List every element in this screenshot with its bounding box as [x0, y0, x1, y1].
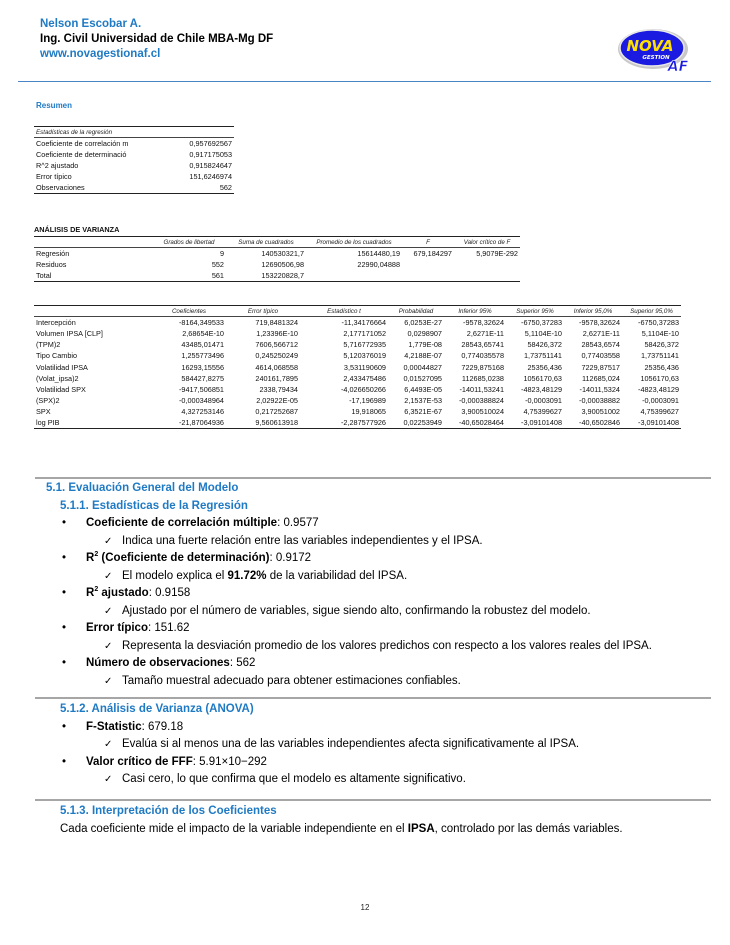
table-cell: -0,000348964 — [178, 396, 224, 406]
table-cell — [454, 270, 520, 281]
table-cell — [454, 259, 520, 270]
column-header: F — [402, 237, 454, 248]
table-cell: 28543,6574 — [581, 340, 620, 350]
table-cell: 1,779E-08 — [408, 340, 442, 350]
table-cell — [402, 259, 454, 270]
table-cell: -0,00038882 — [579, 396, 620, 406]
table-cell: -21,87064936 — [152, 417, 226, 428]
table-cell: 2,6271E-11 — [582, 328, 620, 338]
table-cell: 22990,04888 — [357, 259, 400, 269]
table-cell: 0,02253949 — [388, 417, 444, 428]
table-cell: -11,34176664 — [341, 318, 386, 328]
table-cell: 6,3521E-67 — [404, 407, 442, 417]
column-header — [34, 306, 152, 317]
coefficients-table — [34, 305, 681, 429]
row-label: Volatilidad SPX — [36, 384, 86, 394]
column-header: Probabilidad — [388, 306, 444, 317]
table-cell: 1056170,63 — [523, 373, 562, 383]
row-label: Total — [34, 270, 152, 281]
table-cell: 719,8481324 — [255, 318, 298, 328]
table-cell: 5,9079E-292 — [476, 249, 518, 259]
table-cell: 4,327253146 — [181, 407, 224, 417]
table-cell: -40,65028464 — [444, 417, 506, 428]
list-subitem: ✓ Representa la desviación promedio de los valores predichos con respecto a los valores reales del IPSA. — [46, 638, 652, 656]
table-cell: 1,73751141 — [640, 351, 679, 361]
row-label: Residuos — [36, 259, 67, 269]
table-cell: 153220828,7 — [226, 270, 306, 281]
table-cell: 112685,024 — [581, 373, 620, 383]
resumen-title: Resumen — [36, 101, 73, 110]
table-cell: -9578,32624 — [463, 318, 504, 328]
table-cell: 3,90051002 — [581, 407, 620, 417]
table-cell: -4823,48129 — [638, 384, 679, 394]
row-label: log PIB — [34, 417, 152, 428]
table-row — [34, 406, 681, 417]
list-subitem: ✓ El modelo explica el 91.72% de la variabilidad del IPSA. — [46, 568, 652, 586]
table-cell: 1,23396E-10 — [256, 328, 298, 338]
table-cell: -4823,48129 — [521, 384, 562, 394]
table-cell — [402, 270, 454, 281]
author-name: Nelson Escobar A. — [40, 18, 142, 30]
list-subitem: ✓ Tamaño muestral adecuado para obtener estimaciones confiables. — [46, 673, 652, 691]
table-cell: 4614,068558 — [255, 362, 298, 372]
table-cell: 15614480,19 — [357, 249, 400, 259]
table-cell: 25356,436 — [644, 362, 679, 372]
list-item: • Error típico: 151.62 — [46, 620, 652, 638]
table-cell: 1,73751141 — [523, 351, 562, 361]
table-row: Coeficiente de correlación m 0,957692567 — [36, 139, 232, 149]
table-cell — [306, 270, 402, 281]
table-cell: 9 — [219, 249, 224, 259]
table-row — [34, 361, 681, 372]
table-row — [34, 328, 681, 339]
header-divider — [18, 81, 711, 82]
table-cell: -4,026650266 — [340, 384, 386, 394]
column-header: Error típico — [226, 306, 300, 317]
regression-stats-table — [34, 126, 234, 194]
row-label: Intercepción — [36, 318, 76, 328]
table-cell: 2338,79434 — [259, 384, 298, 394]
list-subitem: ✓ Casi cero, lo que confirma que el modelo es altamente significativo. — [46, 771, 579, 789]
row-label: Volatilidad IPSA — [36, 362, 88, 372]
section-5-1-3 — [46, 803, 623, 838]
section-5-1-1-title: 5.1.1. Estadísticas de la Regresión — [60, 499, 248, 512]
anova-table — [34, 236, 520, 282]
list-subitem: ✓ Ajustado por el número de variables, sigue siendo alto, confirmando la robustez del modelo. — [46, 603, 652, 621]
page-number: 12 — [360, 903, 370, 912]
section-5-1-2 — [46, 701, 579, 789]
table-row: R^2 ajustado 0,915824647 — [36, 161, 232, 171]
list-item: • Valor crítico de FFF: 5.91×10−292 — [46, 754, 579, 772]
table-cell: -14011,5324 — [579, 384, 620, 394]
table-row — [34, 350, 681, 361]
table-header-row — [34, 237, 520, 248]
logo-gestion-text: GESTION — [642, 55, 670, 61]
table-cell: 3,531190609 — [343, 362, 386, 372]
table-cell: -6750,37283 — [638, 318, 679, 328]
row-label: (SPX)2 — [36, 396, 60, 406]
table-cell: 112685,0238 — [461, 373, 504, 383]
table-row — [34, 259, 520, 270]
table-cell: 552 — [211, 259, 224, 269]
table-cell: 0,245250249 — [255, 351, 298, 361]
column-header: Grados de libertad — [152, 237, 226, 248]
table-row — [34, 270, 520, 281]
website-link[interactable]: www.novagestionaf.cl — [40, 48, 161, 60]
table-cell: 28543,65741 — [461, 340, 504, 350]
table-cell: 584427,8275 — [181, 373, 224, 383]
row-label: Volumen IPSA [CLP] — [36, 328, 103, 338]
row-label: (TPM)2 — [36, 340, 61, 350]
table-cell: -3,09101408 — [506, 417, 564, 428]
table-cell: 19,918065 — [351, 407, 386, 417]
column-header: Superior 95% — [506, 306, 564, 317]
table-row — [34, 339, 681, 350]
table-cell: 5,1104E-10 — [524, 328, 562, 338]
table-cell: 2,1537E-53 — [404, 396, 442, 406]
section-5-1-3-title: 5.1.3. Interpretación de los Coeficientes — [60, 805, 277, 817]
table-cell: 2,02922E-05 — [256, 396, 298, 406]
table-cell: 43485,01471 — [181, 340, 224, 350]
table-cell: -40,6502846 — [564, 417, 622, 428]
table-cell: 4,75399627 — [640, 407, 679, 417]
table-cell: 1,255773496 — [181, 351, 224, 361]
table-cell: -0,000388824 — [458, 396, 504, 406]
section-5-1 — [46, 480, 652, 690]
column-header: Coeficientes — [152, 306, 226, 317]
row-label: Tipo Cambio — [36, 351, 78, 361]
table-row — [34, 317, 681, 328]
table-row — [34, 384, 681, 395]
section-divider — [35, 477, 711, 479]
regression-stats-header: Estadísticas de la regresión — [34, 127, 234, 138]
table-cell: 679,184297 — [413, 249, 452, 259]
table-header-row — [34, 306, 681, 317]
table-cell: 0,774035578 — [461, 351, 504, 361]
table-cell: 1056170,63 — [640, 373, 679, 383]
table-row — [34, 417, 681, 428]
list-subitem: ✓ Evalúa si al menos una de las variables independientes afecta significativamente al IPSA. — [46, 736, 579, 754]
table-cell: 2,68654E-10 — [182, 328, 224, 338]
column-header: Estadístico t — [300, 306, 388, 317]
section-5-1-title: 5.1. Evaluación General del Modelo — [46, 482, 239, 494]
table-cell: 0,01527095 — [403, 373, 442, 383]
table-cell: 12690506,98 — [261, 259, 304, 269]
table-cell: -8164,349533 — [178, 318, 224, 328]
list-item: • $R^2$ (Coeficiente de determinación): 0.9172 — [46, 550, 652, 568]
table-row: Observaciones 562 — [36, 183, 232, 193]
row-label: Regresión — [36, 249, 70, 259]
column-header: Superior 95,0% — [622, 306, 681, 317]
column-header: Inferior 95,0% — [564, 306, 622, 317]
table-cell: -14011,53241 — [459, 384, 504, 394]
table-cell: 58426,372 — [527, 340, 562, 350]
table-cell: 0,77403558 — [581, 351, 620, 361]
table-cell: 2,433475486 — [343, 373, 386, 383]
table-cell: 240161,7895 — [255, 373, 298, 383]
table-cell: 5,1104E-10 — [641, 328, 679, 338]
column-header: Inferior 95% — [444, 306, 506, 317]
list-item: • Coeficiente de correlación múltiple: 0.9577 — [46, 515, 652, 533]
table-cell: 2,177171052 — [343, 328, 386, 338]
anova-title: ANÁLISIS DE VARIANZA — [34, 225, 120, 234]
logo-af-text: AF — [667, 59, 689, 74]
table-cell: 4,75399627 — [523, 407, 562, 417]
table-cell: 25356,436 — [527, 362, 562, 372]
table-cell: 5,716772935 — [343, 340, 386, 350]
row-label: (Volat_ipsa)2 — [36, 373, 79, 383]
table-cell: 58426,372 — [644, 340, 679, 350]
table-cell: 0,00044827 — [403, 362, 442, 372]
table-row: Error típico 151,6246974 — [36, 172, 232, 182]
table-cell: -3,09101408 — [622, 417, 681, 428]
table-cell: -9417,506851 — [178, 384, 224, 394]
column-header: Promedio de los cuadrados — [306, 237, 402, 248]
table-cell: 7229,87517 — [581, 362, 620, 372]
table-cell: -6750,37283 — [521, 318, 562, 328]
column-header: Suma de cuadrados — [226, 237, 306, 248]
table-cell: -17,196989 — [349, 396, 386, 406]
list-item: • $R^2$ ajustado: 0.9158 — [46, 585, 652, 603]
table-cell: 7229,875168 — [461, 362, 504, 372]
column-header — [34, 237, 152, 248]
section-divider — [35, 799, 711, 801]
list-item: • Número de observaciones: 562 — [46, 655, 652, 673]
table-cell: 6,0253E-27 — [404, 318, 442, 328]
table-cell: 5,120376019 — [343, 351, 386, 361]
table-cell: 561 — [152, 270, 226, 281]
table-row — [34, 373, 681, 384]
table-cell: -0,0003091 — [525, 396, 562, 406]
table-cell: -2,287577926 — [300, 417, 388, 428]
section-divider — [35, 697, 711, 699]
page-header — [40, 17, 273, 62]
table-cell: 3,900510024 — [461, 407, 504, 417]
table-cell: 4,2188E-07 — [404, 351, 442, 361]
section-paragraph: Cada coeficiente mide el impacto de la variable independiente en el IPSA, controlado por las demás variables. — [60, 822, 623, 835]
list-subitem: ✓ Indica una fuerte relación entre las variables independientes y el IPSA. — [46, 533, 652, 551]
row-label: SPX — [36, 407, 51, 417]
table-cell: 7606,566712 — [255, 340, 298, 350]
logo-nova-text: NOVA — [626, 37, 674, 55]
table-cell: 0,217252687 — [255, 407, 298, 417]
column-header: Valor crítico de F — [454, 237, 520, 248]
section-5-1-2-title: 5.1.2. Análisis de Varianza (ANOVA) — [60, 703, 254, 715]
table-cell: 16293,15556 — [181, 362, 224, 372]
table-cell: -9578,32624 — [579, 318, 620, 328]
author-title: Ing. Civil Universidad de Chile MBA-Mg DF — [40, 33, 274, 45]
table-cell: 140530321,7 — [261, 249, 304, 259]
table-cell: 2,6271E-11 — [466, 328, 504, 338]
table-row — [34, 395, 681, 406]
table-cell: 9,560613918 — [226, 417, 300, 428]
table-cell: 6,4493E-05 — [404, 384, 442, 394]
table-cell: -0,0003091 — [642, 396, 679, 406]
list-item: • F-Statistic: 679.18 — [46, 719, 579, 737]
table-row: Coeficiente de determinació 0,917175053 — [36, 149, 232, 159]
table-cell: 0,0298907 — [407, 328, 442, 338]
nova-gestion-logo — [616, 26, 692, 74]
table-row — [34, 248, 520, 259]
